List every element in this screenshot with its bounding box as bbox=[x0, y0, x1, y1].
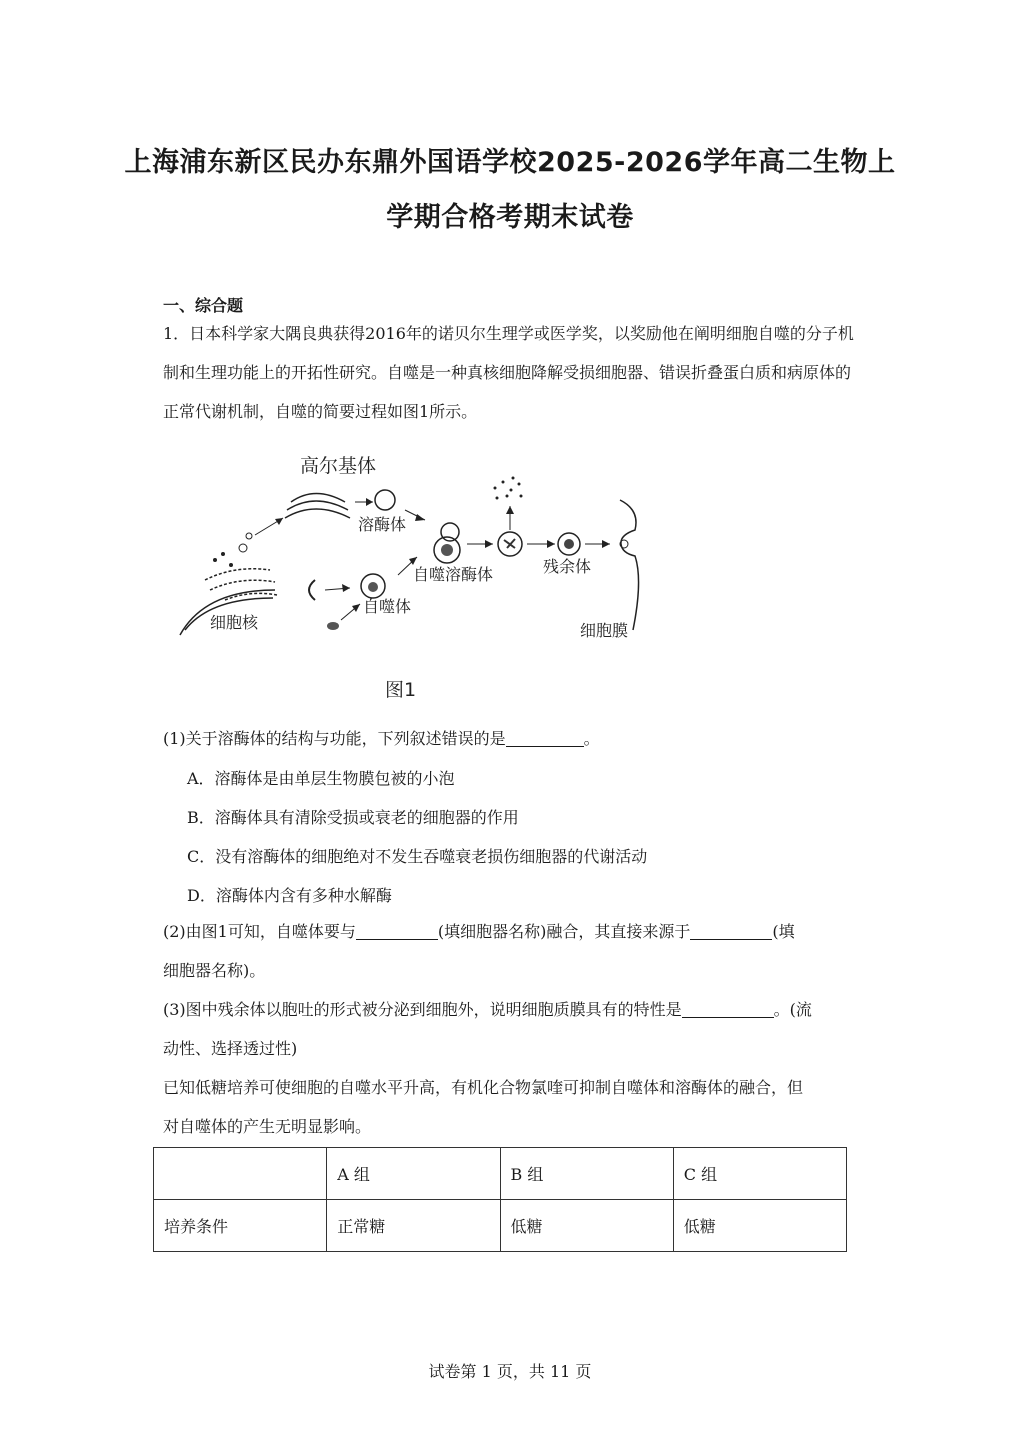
answer-blank-2a[interactable] bbox=[356, 921, 438, 940]
context-line-2: 对自噬体的产生无明显影响。 bbox=[163, 1117, 372, 1136]
q1-2-text-3: (填 bbox=[772, 922, 795, 941]
question-1-context bbox=[163, 1068, 863, 1146]
question-1-3 bbox=[163, 990, 863, 1068]
table-header-cell: B 组 bbox=[500, 1148, 673, 1200]
q1-3-text-1: (3)图中残余体以胞吐的形式被分泌到细胞外，说明细胞质膜具有的特性是 bbox=[163, 1000, 682, 1019]
q1-2-text-2: (填细胞器名称)融合，其直接来源于 bbox=[437, 922, 691, 941]
label-cell-membrane: 细胞膜 bbox=[580, 621, 629, 640]
section-heading: 一、综合题 bbox=[163, 296, 244, 315]
label-residual-body: 残余体 bbox=[543, 557, 592, 576]
label-autophagosome: 自噬体 bbox=[363, 597, 412, 616]
option-c: C．没有溶酶体的细胞绝对不发生吞噬衰老损伤细胞器的代谢活动 bbox=[187, 847, 648, 866]
table-cell: 低糖 bbox=[673, 1200, 846, 1252]
table-cell: 低糖 bbox=[500, 1200, 673, 1252]
experiment-table bbox=[153, 1147, 847, 1252]
exam-title-line1: 上海浦东新区民办东鼎外国语学校2025-2026学年高二生物上 bbox=[124, 147, 896, 178]
table-cell: 培养条件 bbox=[154, 1200, 327, 1252]
table-header-cell: C 组 bbox=[673, 1148, 846, 1200]
option-a: A．溶酶体是由单层生物膜包被的小泡 bbox=[187, 769, 455, 788]
table-header-row bbox=[154, 1148, 847, 1200]
answer-blank-2b[interactable] bbox=[690, 921, 772, 940]
page-footer: 试卷第 1 页，共 11 页 bbox=[428, 1362, 592, 1381]
phagophore-shape bbox=[309, 580, 315, 600]
golgi-shape bbox=[285, 494, 350, 519]
released-molecules-shape bbox=[494, 477, 523, 500]
option-b: B．溶酶体具有清除受损或衰老的细胞器的作用 bbox=[187, 808, 519, 827]
option-d: D．溶酶体内含有多种水解酶 bbox=[187, 886, 392, 905]
label-golgi: 高尔基体 bbox=[300, 455, 377, 477]
table-header-cell: A 组 bbox=[327, 1148, 500, 1200]
label-lysosome: 溶酶体 bbox=[358, 515, 407, 534]
exam-title-line2: 学期合格考期末试卷 bbox=[386, 202, 634, 233]
question-1-1-stem bbox=[163, 719, 863, 758]
question-1-intro: 1．日本科学家大隅良典获得2016年的诺贝尔生理学或医学奖，以奖励他在阐明细胞自噬的分子机制和生理功能上的开拓性研究。自噬是一种真核细胞降解受损细胞器、错误折叠蛋白质和病原体的正常代谢机制，自噬的简要过程如图1所示。 bbox=[163, 324, 854, 421]
q1-2-text-4: 细胞器名称)。 bbox=[163, 961, 266, 980]
q1-2-text-1: (2)由图1可知，自噬体要与 bbox=[163, 922, 356, 941]
lysosome-shape bbox=[375, 490, 395, 510]
q1-3-text-3: 动性、选择透过性) bbox=[163, 1039, 298, 1058]
q1-3-text-2: 。(流 bbox=[773, 1000, 812, 1019]
q1-1-stem-end: 。 bbox=[583, 729, 600, 748]
question-1-2 bbox=[163, 912, 863, 990]
cell-membrane-shape bbox=[620, 500, 639, 630]
table-header-cell bbox=[154, 1148, 327, 1200]
table-row bbox=[154, 1200, 847, 1252]
label-nucleus: 细胞核 bbox=[210, 613, 259, 632]
q1-1-stem-text: (1)关于溶酶体的结构与功能，下列叙述错误的是 bbox=[163, 729, 506, 748]
figure-caption: 图1 bbox=[385, 679, 417, 701]
context-line-1: 已知低糖培养可使细胞的自噬水平升高，有机化合物氯喹可抑制自噬体和溶酶体的融合，但 bbox=[163, 1078, 804, 1097]
table-cell: 正常糖 bbox=[327, 1200, 500, 1252]
answer-blank-1[interactable] bbox=[506, 728, 584, 747]
autophagy-diagram bbox=[165, 440, 685, 710]
label-autolysosome: 自噬溶酶体 bbox=[413, 565, 494, 584]
answer-blank-3[interactable] bbox=[682, 999, 774, 1018]
